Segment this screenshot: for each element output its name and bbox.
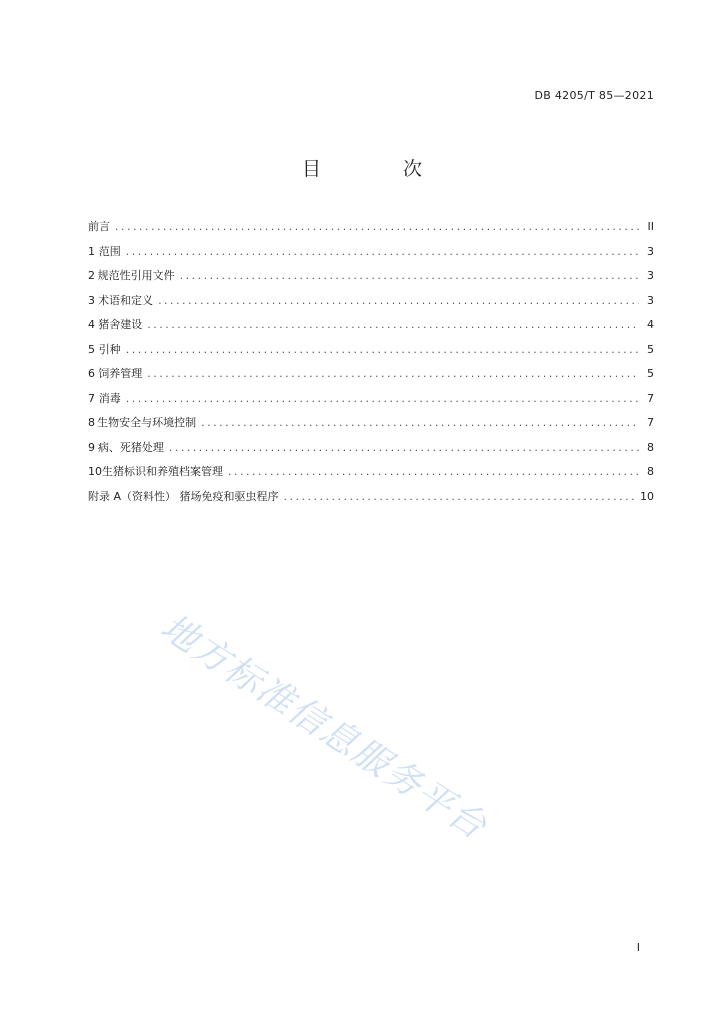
toc-dot-leader: [228, 465, 639, 478]
toc-dot-leader: [126, 343, 639, 356]
toc-page: 3: [647, 269, 654, 282]
toc-entry-appendix-a[interactable]: [88, 488, 654, 513]
toc-entry-10[interactable]: [88, 463, 654, 488]
toc-page: 10: [640, 489, 654, 503]
toc-number: 4: [88, 318, 95, 331]
toc-page: 3: [647, 244, 654, 258]
toc-page: 7: [647, 416, 654, 429]
toc-number: 1: [88, 244, 95, 258]
toc-number: 9: [88, 440, 95, 454]
toc-title: 附录 A（资料性） 猪场免疫和驱虫程序: [88, 489, 279, 503]
toc-title: 猪舍建设: [98, 318, 143, 331]
toc-page: 4: [647, 318, 654, 331]
toc-dot-leader: [147, 318, 639, 331]
toc-dot-leader: [158, 294, 639, 307]
toc-number: 5: [88, 342, 95, 356]
toc-title: 饲养管理: [98, 367, 143, 380]
toc-entry-preface[interactable]: [88, 218, 654, 243]
toc-title: 引种: [98, 342, 121, 356]
toc-number: 3: [88, 293, 95, 307]
toc-entry-2[interactable]: [88, 267, 654, 292]
toc-title: 病、死猪处理: [97, 440, 164, 454]
toc-dot-leader: [169, 441, 639, 454]
toc-title: 消毒: [98, 391, 121, 405]
toc-title: 术语和定义: [98, 293, 154, 307]
toc-dot-leader: [147, 367, 639, 380]
toc-title: 范围: [98, 244, 121, 258]
toc-dot-leader: [180, 269, 639, 282]
toc-title: 生物安全与环境控制: [97, 416, 197, 429]
toc-page: 5: [647, 342, 654, 356]
toc-title: 生猪标识和养殖档案管理: [102, 465, 223, 478]
toc-number: 6: [88, 367, 95, 380]
toc-number: 7: [88, 391, 95, 405]
toc-entry-9[interactable]: [88, 439, 654, 464]
toc-page: 5: [647, 367, 654, 380]
toc-page: 8: [647, 465, 654, 478]
toc-number: 10: [88, 465, 102, 478]
toc-page: 8: [647, 440, 654, 454]
toc-dot-leader: [126, 245, 639, 258]
toc-entry-4[interactable]: [88, 316, 654, 341]
toc-page: 3: [647, 293, 654, 307]
doc-code: DB 4205/T 85—2021: [534, 89, 654, 102]
toc-entry-7[interactable]: [88, 390, 654, 415]
toc-dot-leader: [284, 490, 635, 503]
toc-number: 2: [88, 269, 95, 282]
toc-title: 前言: [88, 220, 110, 233]
toc-number: 8: [88, 416, 95, 429]
watermark: 地方标准信息服务平台: [153, 606, 495, 849]
page-number: I: [636, 941, 640, 954]
toc-dot-leader: [115, 220, 639, 233]
toc-entry-8[interactable]: [88, 414, 654, 439]
toc-dot-leader: [201, 416, 639, 429]
table-of-contents: [88, 218, 654, 512]
toc-entry-6[interactable]: [88, 365, 654, 390]
toc-entry-5[interactable]: [88, 341, 654, 366]
toc-entry-1[interactable]: [88, 243, 654, 268]
toc-page: 7: [647, 391, 654, 405]
toc-dot-leader: [126, 392, 639, 405]
toc-page: II: [647, 220, 654, 233]
toc-entry-3[interactable]: [88, 292, 654, 317]
toc-title: 规范性引用文件: [97, 269, 175, 282]
page-title: 目 次: [301, 158, 461, 180]
